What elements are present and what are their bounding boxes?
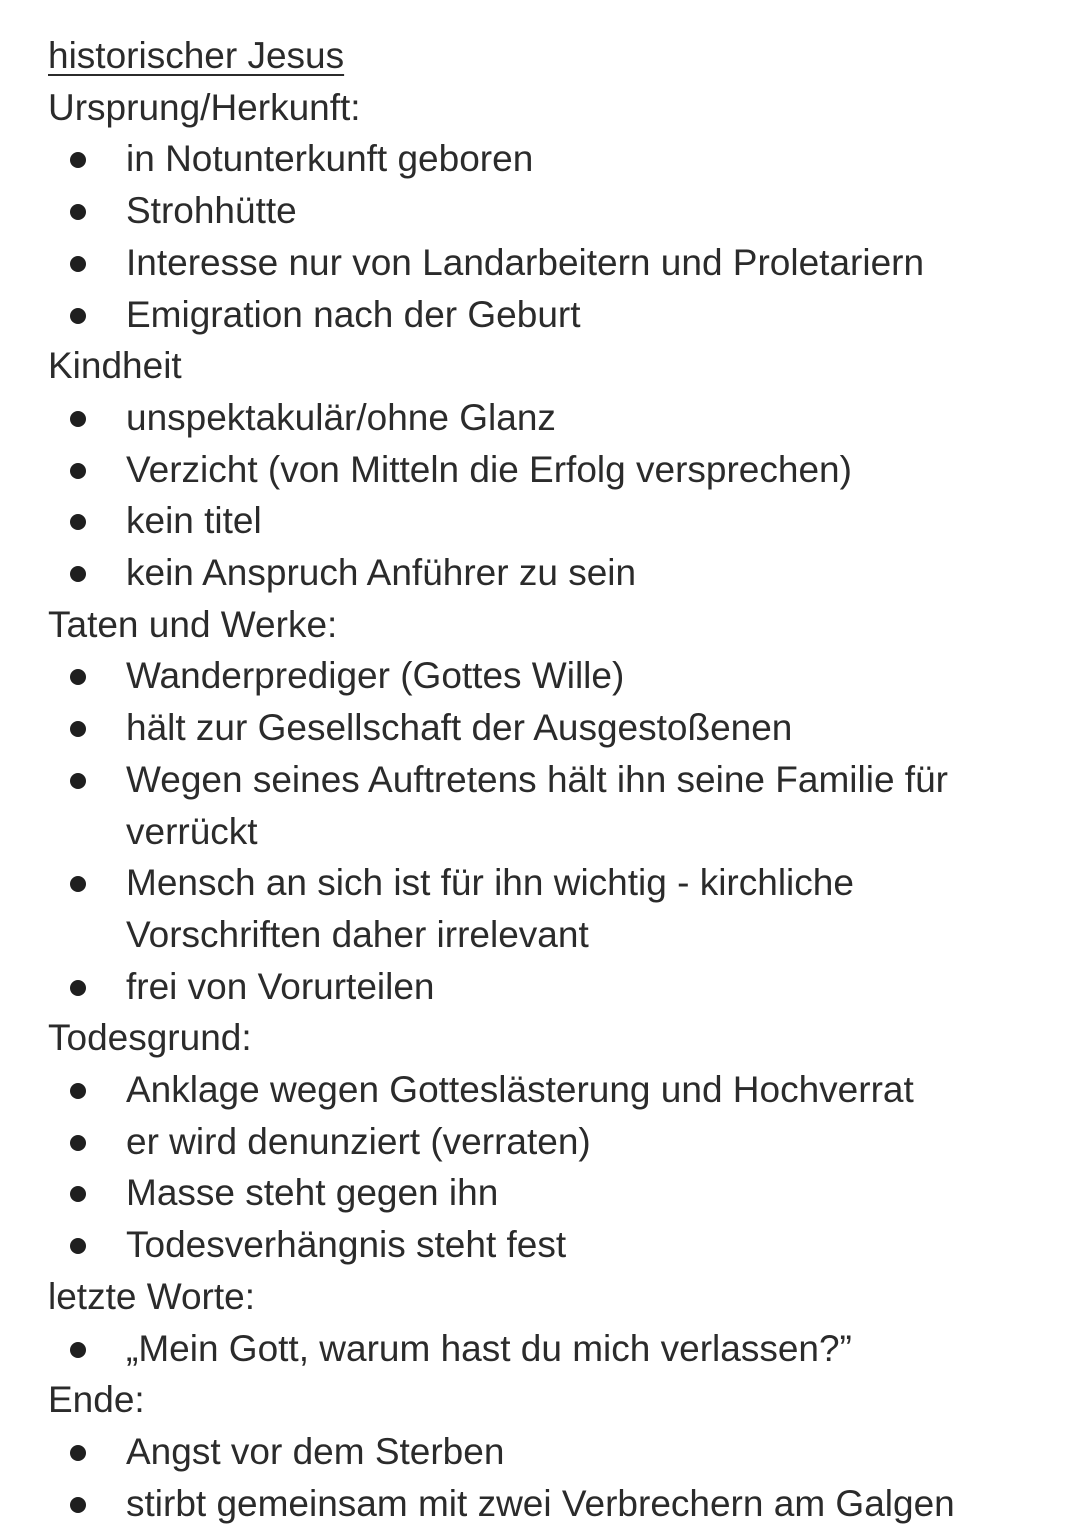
list-item-text: Masse steht gegen ihn: [126, 1172, 499, 1214]
list-item-text: „Mein Gott, warum hast du mich verlassen?”: [126, 1327, 852, 1369]
bullet-list: [48, 1323, 1080, 1375]
list-item-text: in Notunterkunft geboren: [126, 138, 534, 180]
bullet-list: [48, 392, 1080, 599]
list-item-text: kein Anspruch Anführer zu sein: [126, 552, 637, 594]
bullet-icon: [70, 876, 86, 892]
bullet-list: [48, 650, 1080, 1012]
list-item: [48, 961, 1048, 1013]
list-item-text: Wegen seines Auftretens hält ihn seine Familie für verrückt: [126, 758, 948, 852]
list-item-text: Wanderprediger (Gottes Wille): [126, 655, 625, 697]
section-end: [48, 1374, 1080, 1526]
list-item: [48, 754, 1048, 857]
section-heading: letzte Worte:: [48, 1275, 256, 1317]
section-heading: Ende:: [48, 1379, 145, 1421]
section-origin: [48, 82, 1080, 341]
list-item: [48, 133, 1048, 185]
list-item-text: er wird denunziert (verraten): [126, 1120, 591, 1162]
list-item-text: Verzicht (von Mitteln die Erfolg versprechen): [126, 448, 852, 490]
list-item-text: kein titel: [126, 500, 262, 542]
bullet-icon: [70, 152, 86, 168]
bullet-icon: [70, 1342, 86, 1358]
bullet-icon: [70, 721, 86, 737]
list-item: [48, 547, 1048, 599]
list-item: [48, 1323, 1048, 1375]
bullet-icon: [70, 566, 86, 582]
list-item: [48, 702, 1048, 754]
list-item: [48, 1478, 1048, 1526]
list-item: [48, 857, 1048, 960]
list-item-text: Emigration nach der Geburt: [126, 293, 581, 335]
bullet-icon: [70, 1186, 86, 1202]
section-heading: Todesgrund:: [48, 1017, 252, 1059]
bullet-icon: [70, 669, 86, 685]
bullet-icon: [70, 1083, 86, 1099]
list-item-text: stirbt gemeinsam mit zwei Verbrechern am Galgen: [126, 1482, 955, 1524]
bullet-icon: [70, 463, 86, 479]
bullet-icon: [70, 204, 86, 220]
bullet-list: [48, 1426, 1080, 1526]
bullet-icon: [70, 308, 86, 324]
list-item: [48, 1167, 1048, 1219]
bullet-list: [48, 1064, 1080, 1271]
section-heading: Ursprung/Herkunft:: [48, 86, 361, 128]
list-item-text: hält zur Gesellschaft der Ausgestoßenen: [126, 707, 793, 749]
bullet-icon: [70, 1445, 86, 1461]
section-heading: Taten und Werke:: [48, 603, 338, 645]
section-heading: Kindheit: [48, 345, 182, 387]
list-item-text: Todesverhängnis steht fest: [126, 1224, 567, 1266]
section-deeds: [48, 599, 1080, 1013]
list-item: [48, 289, 1048, 341]
list-item-text: Angst vor dem Sterben: [126, 1430, 505, 1472]
list-item: [48, 1426, 1048, 1478]
list-item: [48, 1219, 1048, 1271]
list-item-text: frei von Vorurteilen: [126, 965, 435, 1007]
list-item: [48, 1116, 1048, 1168]
bullet-list: [48, 133, 1080, 340]
list-item: [48, 650, 1048, 702]
section-cause-of-death: [48, 1012, 1080, 1271]
list-item: [48, 185, 1048, 237]
bullet-icon: [70, 980, 86, 996]
document-title: historischer Jesus: [48, 35, 345, 76]
list-item: [48, 444, 1048, 496]
bullet-icon: [70, 1135, 86, 1151]
bullet-icon: [70, 773, 86, 789]
list-item-text: Anklage wegen Gotteslästerung und Hochverrat: [126, 1069, 914, 1111]
list-item: [48, 392, 1048, 444]
list-item: [48, 495, 1048, 547]
list-item-text: unspektakulär/ohne Glanz: [126, 396, 556, 438]
bullet-icon: [70, 256, 86, 272]
list-item: [48, 1064, 1048, 1116]
list-item-text: Mensch an sich ist für ihn wichtig - kirchliche Vorschriften daher irrelevant: [126, 862, 854, 955]
list-item-text: Interesse nur von Landarbeitern und Proletariern: [126, 241, 925, 283]
list-item-text: Strohhütte: [126, 190, 297, 232]
section-last-words: [48, 1271, 1080, 1374]
section-childhood: [48, 340, 1080, 599]
bullet-icon: [70, 411, 86, 427]
list-item: [48, 237, 1048, 289]
bullet-icon: [70, 1497, 86, 1513]
bullet-icon: [70, 1238, 86, 1254]
bullet-icon: [70, 514, 86, 530]
